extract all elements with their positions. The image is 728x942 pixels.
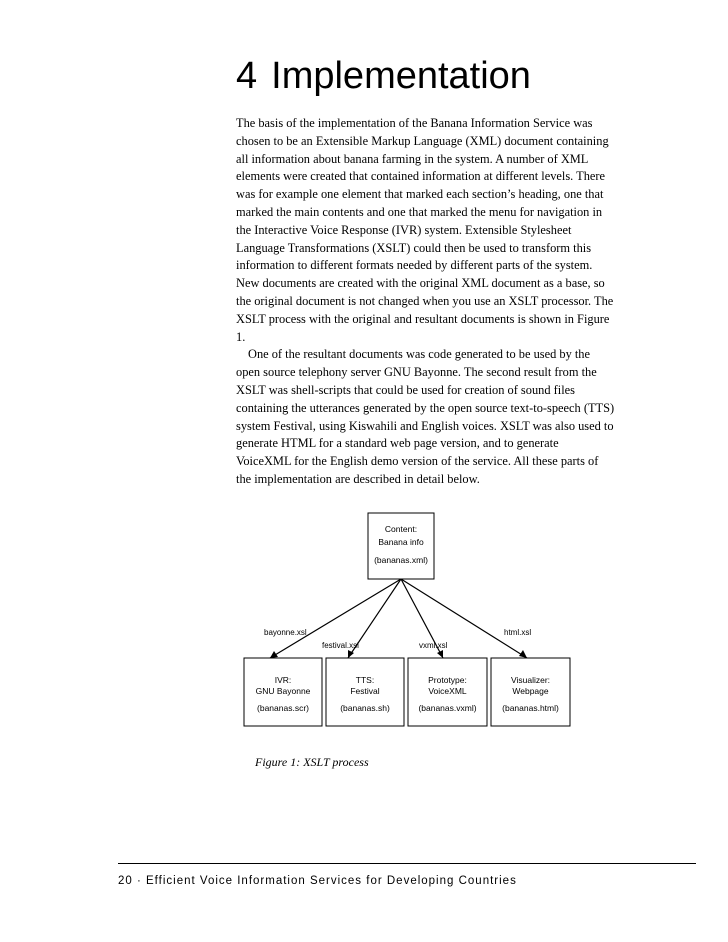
target-node-line1: Prototype: bbox=[428, 675, 467, 685]
target-node-file: (bananas.sh) bbox=[340, 703, 390, 713]
target-node-tts bbox=[326, 658, 404, 726]
target-node-file: (bananas.scr) bbox=[257, 703, 309, 713]
source-node-line2: Banana info bbox=[378, 537, 424, 547]
target-node-line2: VoiceXML bbox=[428, 686, 467, 696]
target-node-line1: TTS: bbox=[355, 675, 375, 685]
source-node-file: (bananas.xml) bbox=[374, 555, 428, 565]
target-node-line1: IVR: bbox=[274, 675, 292, 685]
target-node-file: (bananas.html) bbox=[502, 703, 559, 713]
edge-label-bayonne: bayonne.xsl bbox=[264, 628, 307, 637]
section-heading bbox=[236, 56, 531, 98]
target-node-line2: GNU Bayonne bbox=[255, 686, 311, 696]
target-node-ivr bbox=[244, 658, 322, 726]
target-node-line2: Festival bbox=[350, 686, 380, 696]
target-node-prototype bbox=[408, 658, 487, 726]
target-node-line1: Visualizer: bbox=[510, 675, 551, 685]
paragraph: The basis of the implementation of the Banana Information Service was chosen to be an Extensible Markup Language (XML) document containing all information about banana farming in the system. A number of XML elements were created that contained information at different levels. There was for example one element that marked each section’s heading, one that marked the main contents and one that marked the menu for navigation in the Interactive Voice Response (IVR) system. Extensible Stylesheet Language Transformations (XSLT) could then be used to transform this information to different formats needed by different parts of the system. New documents are created with the original XML document as a base, so the original document is not changed when you use an XSLT processor. The XSLT process with the original and resultant documents is shown in Figure 1. bbox=[236, 116, 614, 344]
edge-label-festival: festival.xsl bbox=[322, 641, 359, 650]
source-node-line1: Content: bbox=[384, 524, 418, 534]
target-node-line2: Webpage bbox=[512, 686, 549, 696]
page-footer: 20 · Efficient Voice Information Services for Developing Countries bbox=[118, 875, 517, 887]
figure-caption: Figure 1: XSLT process bbox=[255, 755, 369, 769]
section-title: Implementation bbox=[271, 55, 531, 97]
xslt-diagram bbox=[236, 505, 616, 725]
body-text bbox=[236, 115, 616, 489]
section-number: 4 bbox=[236, 55, 258, 97]
target-node-file: (bananas.vxml) bbox=[418, 703, 477, 713]
paragraph: One of the resultant documents was code generated to be used by the open source telephony server GNU Bayonne. The second result from the XSLT was shell-scripts that could be used for creation of sound files containing the utterances generated by the open source text-to-speech (TTS) system Festival, using Kiswahili and English voices. XSLT was also used to generate HTML for a standard web page version, and to generate VoiceXML for the English demo version of the service. All these parts of the implementation are described in detail below. bbox=[236, 347, 615, 486]
footer-divider bbox=[118, 863, 696, 864]
target-node-visualizer bbox=[491, 658, 570, 726]
edge-label-html: html.xsl bbox=[504, 628, 532, 637]
edge-label-vxml: vxml.xsl bbox=[419, 641, 448, 650]
diagram-svg bbox=[236, 505, 616, 725]
